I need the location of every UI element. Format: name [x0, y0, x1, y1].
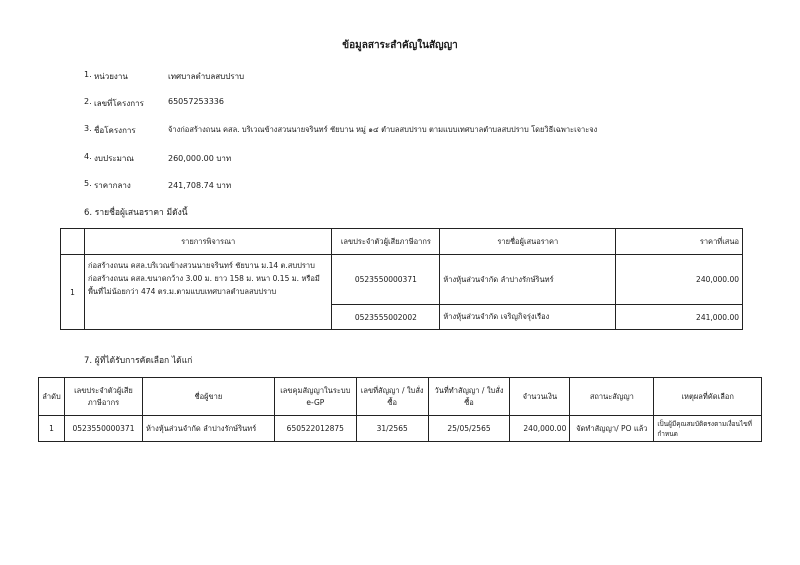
table-header-row — [61, 229, 743, 255]
field-number: 5. — [84, 179, 92, 188]
column-header: รายการพิจารณา — [84, 229, 331, 255]
column-header: เลขประจำตัวผู้เสียภาษีอากร — [64, 378, 142, 416]
egp-control-number: 650522012875 — [274, 416, 356, 442]
field-value: 241,708.74 บาท — [168, 181, 232, 190]
column-header: สถานะสัญญา — [570, 378, 654, 416]
column-header: ราคาที่เสนอ — [616, 229, 743, 255]
field-number: 4. — [84, 152, 92, 161]
item-number: 1 — [61, 255, 85, 330]
column-header: รายชื่อผู้เสนอราคา — [440, 229, 616, 255]
bidder-tax-id: 0523550000371 — [332, 255, 440, 305]
field-number: 3. — [84, 124, 92, 133]
vendor-name: ห้างหุ้นส่วนจำกัด ลำปางรักษ์รินทร์ — [142, 416, 274, 442]
section-6-heading: 6. รายชื่อผู้เสนอราคา มีดังนี้ — [84, 208, 188, 218]
field-value: 65057253336 — [168, 97, 224, 106]
table-row — [39, 416, 762, 442]
row-number: 1 — [39, 416, 65, 442]
column-header: เลขที่สัญญา / ใบสั่งซื้อ — [356, 378, 428, 416]
column-header: เลขประจำตัวผู้เสียภาษีอากร — [332, 229, 440, 255]
field-label: เลขที่โครงการ — [94, 99, 144, 108]
column-header: ชื่อผู้ขาย — [142, 378, 274, 416]
field-number: 2. — [84, 97, 92, 106]
field-label: หน่วยงาน — [94, 72, 128, 81]
field-number: 1. — [84, 70, 92, 79]
column-header: จำนวนเงิน — [510, 378, 570, 416]
table-row — [61, 255, 743, 305]
field-value: 260,000.00 บาท — [168, 154, 232, 163]
column-header: เหตุผลที่คัดเลือก — [654, 378, 762, 416]
bidder-price: 241,000.00 — [616, 305, 743, 330]
column-header: ลำดับ — [39, 378, 65, 416]
field-label: งบประมาณ — [94, 154, 134, 163]
field-value: จ้างก่อสร้างถนน คสล. บริเวณข้างสวนนายจรินทร์ ชัยบาน หมู่ ๑๔ ตำบลสบปราบ ตามแบบเทศบาลตำบลสบปราบ โดยวิธีเฉพาะเจาะจง — [168, 125, 598, 134]
document-title: ข้อมูลสาระสำคัญในสัญญา — [342, 40, 458, 51]
vendor-tax-id: 0523550000371 — [64, 416, 142, 442]
column-header: เลขคุมสัญญาในระบบ e-GP — [274, 378, 356, 416]
selected-vendor-table — [38, 377, 762, 442]
bidder-tax-id: 0523555002002 — [332, 305, 440, 330]
contract-date: 25/05/2565 — [428, 416, 510, 442]
item-description: ก่อสร้างถนน คสล.บริเวณข้างสวนนายจรินทร์ ชัยบาน ม.14 ต.สบปราบ ก่อสร้างถนน คสล.ขนาดกว้าง 3.00 ม. ยาว 158 ม. หนา 0.15 ม. หรือมีพื้นที่ไม่น้อยกว่า 474 ตร.ม.ตามแบบเทศบาลตำบลสบปราบ — [84, 255, 331, 330]
selection-reason: เป็นผู้มีคุณสมบัติตรงตามเงื่อนไขที่กำหนด — [654, 416, 762, 442]
bidder-name: ห้างหุ้นส่วนจำกัด ลำปางรักษ์รินทร์ — [440, 255, 616, 305]
table-header-row — [39, 378, 762, 416]
section-7-heading: 7. ผู้ที่ได้รับการคัดเลือก ได้แก่ — [84, 356, 193, 366]
column-header: วันที่ทำสัญญา / ใบสั่งซื้อ — [428, 378, 510, 416]
field-value: เทศบาลตำบลสบปราบ — [168, 72, 245, 81]
contract-number: 31/2565 — [356, 416, 428, 442]
bidder-price: 240,000.00 — [616, 255, 743, 305]
contract-amount: 240,000.00 — [510, 416, 570, 442]
contract-status: จัดทำสัญญา/ PO แล้ว — [570, 416, 654, 442]
field-label: ชื่อโครงการ — [94, 126, 136, 135]
bidder-name: ห้างหุ้นส่วนจำกัด เจริญกิจรุ่งเรือง — [440, 305, 616, 330]
bidders-table — [60, 228, 743, 330]
column-header — [61, 229, 85, 255]
field-label: ราคากลาง — [94, 181, 131, 190]
